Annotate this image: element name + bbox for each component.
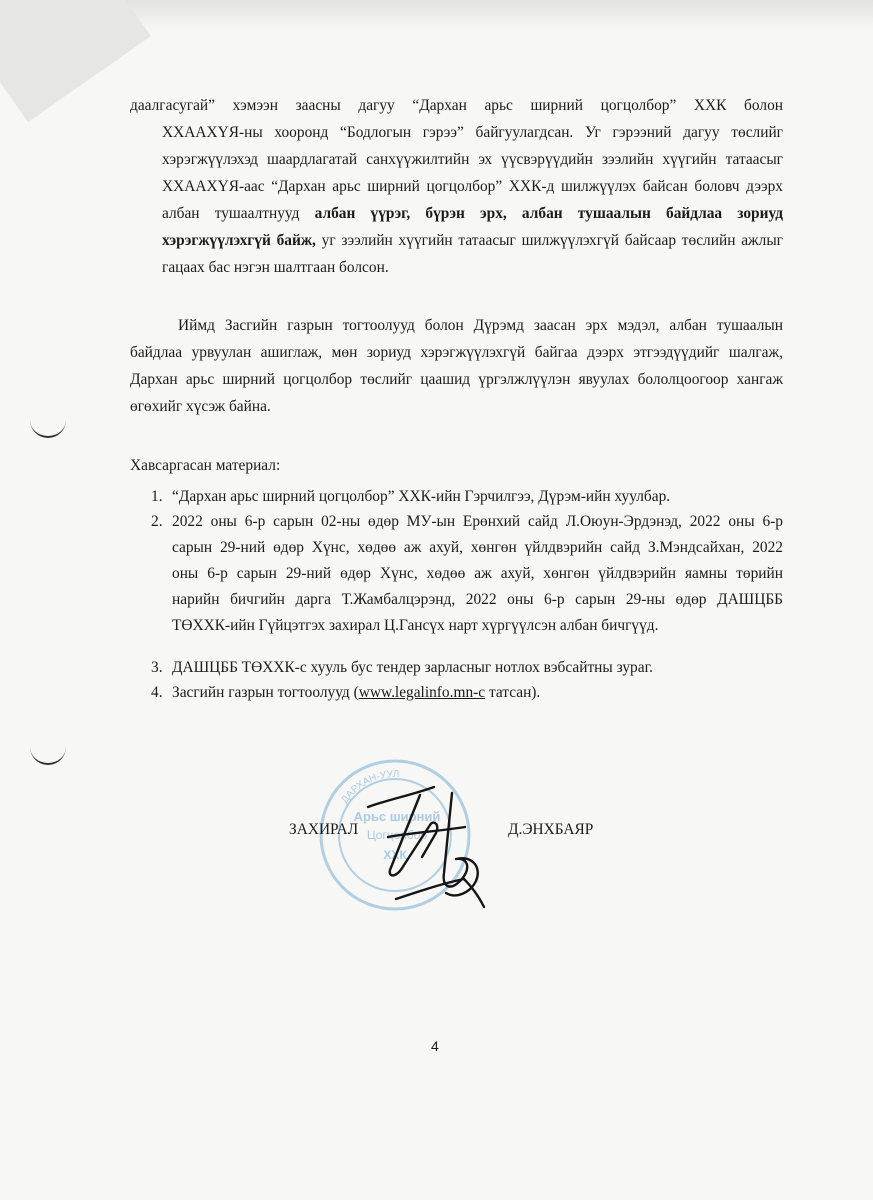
bold-text: хэрэгжүүлэхгүй байж,: [162, 232, 316, 249]
text-segment: татсан).: [485, 684, 541, 701]
paragraph-2-line-3: Дархан арьс ширний цогцолбор төслийг цаашид үргэлжлүүлэн явуулах бололцоогоор хангаж: [130, 371, 783, 388]
handwritten-signature: [360, 775, 510, 925]
punch-hole-mark: [30, 745, 66, 765]
attachment-text: нарийн бичгийн дарга Т.Жамбалцэрэнд, 2022 оны 6-р сарын 29-ны өдөр ДАШЦББ: [172, 591, 783, 608]
stamp-text: Цогцолбор: [366, 828, 428, 842]
scan-shadow-corner: [0, 0, 151, 122]
attachment-text: ТӨХХК-ийн Гүйцэтгэх захирал Ц.Гансүх нарт хүргүүлсэн албан бичгүүд.: [172, 617, 659, 634]
paragraph-2-line-4: өгөхийг хүсэж байна.: [130, 398, 271, 415]
stamp-text: Арьс ширний: [353, 809, 441, 824]
list-number: 4.: [151, 684, 163, 701]
signatory-name: Д.ЭНХБАЯР: [508, 821, 594, 838]
punch-hole-mark: [30, 418, 66, 438]
page-number: 4: [431, 1038, 439, 1054]
attachment-item: [151, 509, 783, 639]
attachment-item: [151, 655, 783, 681]
text-segment: Засгийн газрын тогтоолууд (: [172, 684, 359, 701]
attachment-item: [151, 484, 783, 510]
list-number: 3.: [151, 659, 163, 676]
list-number: 2.: [151, 513, 163, 530]
attachment-text: сарын 29-ний өдөр Хүнс, хөдөө аж ахуй, хөнгөн үйлдвэрийн сайд З.Мэндсайхан, 2022: [172, 539, 783, 556]
attachments-heading: Хавсаргасан материал:: [130, 457, 281, 474]
signatory-title: ЗАХИРАЛ: [289, 821, 359, 838]
paragraph-1-line-7: гацаах бас нэгэн шалтгаан болсон.: [162, 259, 389, 276]
paragraph-1-line-2: ХХААХҮЯ-ны хооронд “Бодлогын гэрээ” байгуулагдсан. Уг гэрээний дагуу төслийг: [162, 124, 783, 141]
attachment-text: [172, 680, 783, 706]
attachment-text: “Дархан арьс ширний цогцолбор” ХХК-ийн Гэрчилгээ, Дүрэм-ийн хуулбар.: [172, 488, 671, 505]
attachment-text: ДАШЦББ ТӨХХК-с хууль бус тендер зарласныг нотлох вэбсайтны зураг.: [172, 659, 654, 676]
text-segment: албан тушаалтнууд: [162, 205, 300, 222]
paragraph-1-line-3: хэрэгжүүлэхэд шаардлагатай санхүүжилтийн эх үүсвэрүүдийн зээлийн хүүгийн татаасыг: [162, 151, 783, 168]
stamp-arc-text: ДАРХАН-УУЛ: [339, 768, 400, 806]
paragraph-1-line-1: даалгасугай” хэмээн заасны дагуу “Дархан арьс ширний цогцолбор” ХХК болон: [130, 97, 783, 114]
list-number: 1.: [151, 488, 163, 505]
paragraph-1-line-5: [162, 200, 783, 228]
paragraph-1-line-4: ХХААХҮЯ-аас “Дархан арьс ширний цогцолбор” ХХК-д шилжүүлэх байсан боловч дээрх: [162, 178, 783, 195]
attachment-text: 2022 оны 6-р сарын 02-ны өдөр МУ-ын Ерөнхий сайд Л.Оюун-Эрдэнэд, 2022 оны 6-р: [172, 513, 783, 530]
paragraph-2-line-2: байдлаа урвуулан ашиглаж, мөн зориуд хэрэгжүүлэхгүй байгаа дээрх этгээдүүдийг шалгаж,: [130, 344, 783, 361]
paragraph-1-line-6: [162, 227, 783, 255]
bold-text: албан үүрэг, бүрэн эрх, албан тушаалын байдлаа зориуд: [314, 205, 783, 222]
paragraph-2-line-1: Иймд Засгийн газрын тогтоолууд болон Дүрэмд заасан эрх мэдэл, албан тушаалын: [178, 317, 783, 334]
attachment-item: [151, 680, 783, 706]
legalinfo-link[interactable]: www.legalinfo.mn-c: [358, 684, 486, 701]
attachment-text: оны 6-р сарын 29-ний өдөр Хүнс, хөдөө аж ахуй, хөнгөн үйлдвэрийн яамны төрийн: [172, 565, 783, 582]
stamp-text: ХХК: [383, 848, 407, 862]
text-segment: уг зээлийн хүүгийн татаасыг шилжүүлэхгүй байсаар төслийн ажлыг: [321, 232, 783, 249]
